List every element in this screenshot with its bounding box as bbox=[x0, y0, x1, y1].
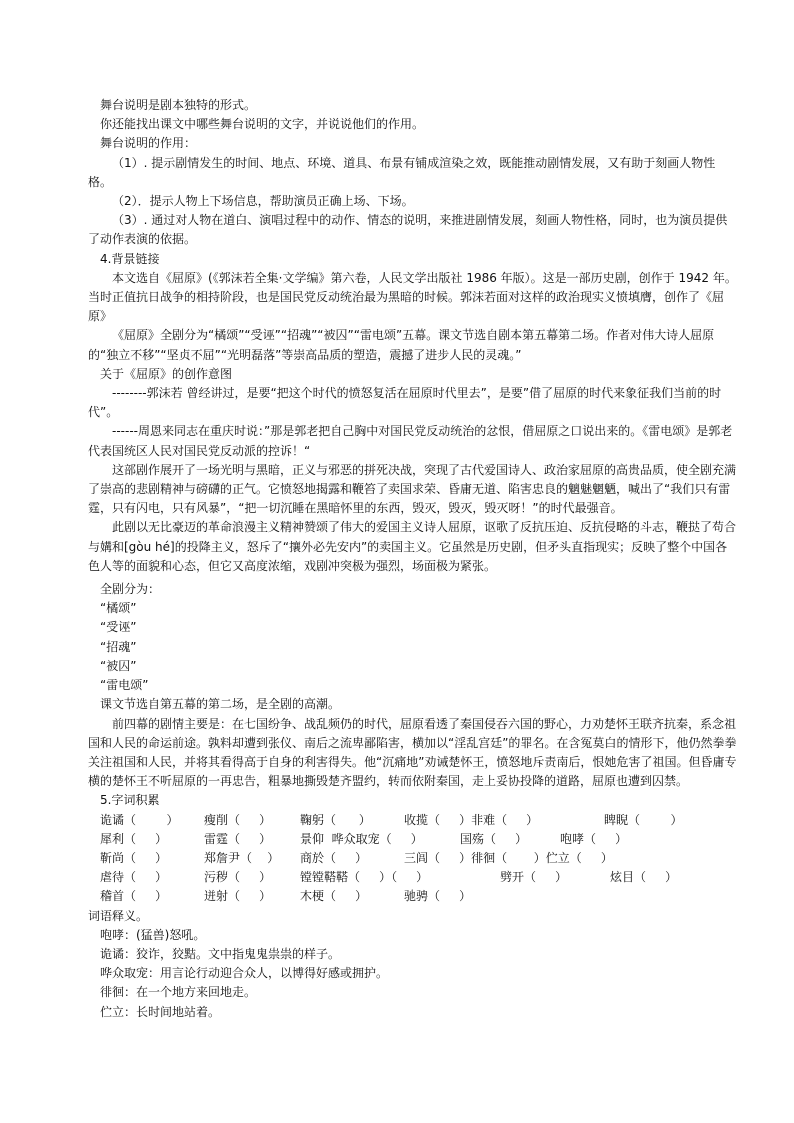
word-cell: 咆哮（ ） bbox=[560, 831, 628, 846]
paragraph: 舞台说明的作用： bbox=[100, 136, 197, 151]
paragraph: 课文节选自第五幕的第二场，是全剧的高潮。 bbox=[100, 697, 341, 712]
word-cell: 三闾（ ）徘徊（ ）伫立（ ） bbox=[404, 850, 613, 865]
list-item: “雷电颂” bbox=[100, 678, 149, 693]
list-item: “被囚” bbox=[100, 658, 137, 673]
word-cell: 睥睨（ ） bbox=[604, 812, 683, 827]
word-cell: 景仰 哗众取宠（ ） bbox=[300, 831, 423, 846]
list-item: “橘颂” bbox=[100, 601, 137, 616]
glossary-item: 徘徊：在一个地方来回地走。 bbox=[100, 985, 257, 1000]
word-row bbox=[88, 830, 738, 849]
word-row bbox=[88, 887, 738, 906]
list-item: “受诬” bbox=[100, 620, 137, 635]
word-grid bbox=[88, 811, 738, 907]
glossary-item: 哗众取宠：用言论行动迎合众人，以博得好感或拥护。 bbox=[100, 966, 389, 981]
word-cell: 收揽（ ）非难（ ） bbox=[404, 812, 539, 827]
word-row bbox=[88, 849, 738, 868]
word-cell: 镗镗鞳鞳（ ）（ ） bbox=[300, 870, 429, 885]
paragraph: （3）. 通过对人物在道白、演唱过程中的动作、情态的说明，来推进剧情发展，刻画人物性格，同时，也为演员提供了动作表演的依据。 bbox=[88, 213, 728, 247]
word-cell: 鞠躬（ ） bbox=[300, 812, 371, 827]
word-cell: 迸射（ ） bbox=[204, 889, 272, 904]
word-cell: 炫目（ ） bbox=[610, 870, 678, 885]
document-page bbox=[88, 96, 738, 1022]
paragraph: 此剧以无比豪迈的革命浪漫主义精神赞颂了伟大的爱国主义诗人屈原，讴歌了反抗压迫、反抗侵略的斗志，鞭挞了苟合与媾和[gòu hé]的投降主义，怒斥了“攘外必先安内”的卖国主义。它虽然是历史剧，但矛头直指现实；反映了整个中国各色人等的面貌和心态，但它又高度浓缩，戏剧冲突极为强烈，场面极为紧张。 bbox=[88, 520, 737, 573]
list-item: “招魂” bbox=[100, 639, 137, 654]
word-row bbox=[88, 868, 738, 887]
paragraph: 舞台说明是剧本独特的形式。 bbox=[100, 98, 257, 112]
paragraph: 全剧分为： bbox=[100, 582, 161, 597]
word-cell: 劈开（ ） bbox=[500, 870, 568, 885]
word-row bbox=[88, 811, 738, 830]
word-cell: 商於（ ） bbox=[300, 850, 368, 865]
word-cell: 靳尚（ ） bbox=[100, 850, 168, 865]
word-cell: 木梗（ ） bbox=[300, 889, 368, 904]
paragraph: （1）. 提示剧情发生的时间、地点、环境、道具、布景有铺成渲染之效，既能推动剧情发展，又有助于刻画人物性格。 bbox=[88, 155, 716, 189]
word-cell: 犀利（ ） bbox=[100, 831, 168, 846]
glossary-item: 诡谲：狡诈，狡黠。文中指鬼鬼祟祟的样子。 bbox=[100, 946, 341, 961]
word-cell: 诡谲（ ） bbox=[100, 812, 179, 827]
word-cell: 郑詹尹（ ） bbox=[204, 850, 280, 865]
word-cell: 国殇（ ） bbox=[460, 831, 528, 846]
glossary-item: 咆哮：(猛兽)怒吼。 bbox=[100, 927, 206, 942]
paragraph: --------郭沫若 曾经讲过，是要“把这个时代的愤怒复活在屈原时代里去”，是要”借了屈原的时代来象征我们当前的时代”。 bbox=[88, 386, 722, 420]
section-heading: 4.背景链接 bbox=[100, 251, 160, 266]
paragraph: 《屈原》全剧分为“橘颂”“受诬”“招魂”“被囚”“雷电颂”五幕。课文节选自剧本第五幕第二场。作者对伟大诗人屈原的“独立不移”“坚贞不屈”“光明磊落”等崇高品质的塑造，震撼了进步人民的灵魂。” bbox=[88, 328, 715, 362]
paragraph: 你还能找出课文中哪些舞台说明的文字，并说说他们的作用。 bbox=[100, 117, 425, 132]
glossary-title: 词语释义。 bbox=[88, 908, 149, 923]
paragraph: （2）．提示人物上下场信息，帮助演员正确上场、下场。 bbox=[112, 194, 414, 209]
paragraph: ------周恩来同志在重庆时说：”那是郭老把自己胸中对国民党反动统治的忿恨，借屈原之口说出来的。《雷电颂》是郭老代表国统区人民对国民党反动派的控诉！“ bbox=[88, 424, 733, 458]
paragraph: 本文选自《屈原》(《郭沫若全集·文学编》第六卷，人民文学出版社 1986 年版）。这是一部历史剧，创作于 1942 年。当时正值抗日战争的相持阶段，也是国民党反动统治最为黑暗的时候。郭沫若面对这样的政治现实义愤填膺，创作了《屈原》 bbox=[88, 270, 737, 324]
word-cell: 雷霆（ ） bbox=[204, 831, 272, 846]
word-cell: 虐待（ ） bbox=[100, 870, 168, 885]
section-heading: 5.字词积累 bbox=[100, 793, 160, 808]
paragraph: 这部剧作展开了一场光明与黑暗，正义与邪恶的拼死决战，突现了古代爱国诗人、政治家屈原的高贵品质，使全剧充满了崇高的悲剧精神与磅礴的正气。它愤怒地揭露和鞭笞了卖国求荣、昏庸无道、陷害忠良的魑魅魍魉，喊出了“我们只有雷霆，只有闪电，只有风暴”，“把一切沉睡在黑暗怀里的东西，毁灭，毁灭，毁灭呀！”的时代最强音。 bbox=[88, 462, 737, 516]
word-cell: 瘦削（ ） bbox=[204, 812, 272, 827]
word-cell: 污秽（ ） bbox=[204, 870, 272, 885]
glossary-item: 伫立：长时间地站着。 bbox=[100, 1004, 221, 1019]
paragraph: 关于《屈原》的创作意图 bbox=[100, 366, 233, 381]
word-cell: 驰骋（ ） bbox=[404, 889, 472, 904]
paragraph: 前四幕的剧情主要是：在七国纷争、战乱频仍的时代，屈原看透了秦国侵吞六国的野心，力劝楚怀王联齐抗秦，系念祖国和人民的命运前途。孰料却遭到张仪、南后之流卑鄙陷害，横加以“淫乱宫廷”的罪名。在含冤莫白的情形下，他仍然拳拳关注祖国和人民，并将其看得高于自身的利害得失。他“沉痛地”劝诫楚怀王，愤怒地斥责南后，恨她危害了祖国。但昏庸专横的楚怀王不听屈原的一再忠告，粗暴地撕毁楚齐盟约，转而依附秦国，走上妥协投降的道路，屈原也遭到囚禁。 bbox=[88, 716, 737, 789]
word-cell: 稽首（ ） bbox=[100, 889, 168, 904]
